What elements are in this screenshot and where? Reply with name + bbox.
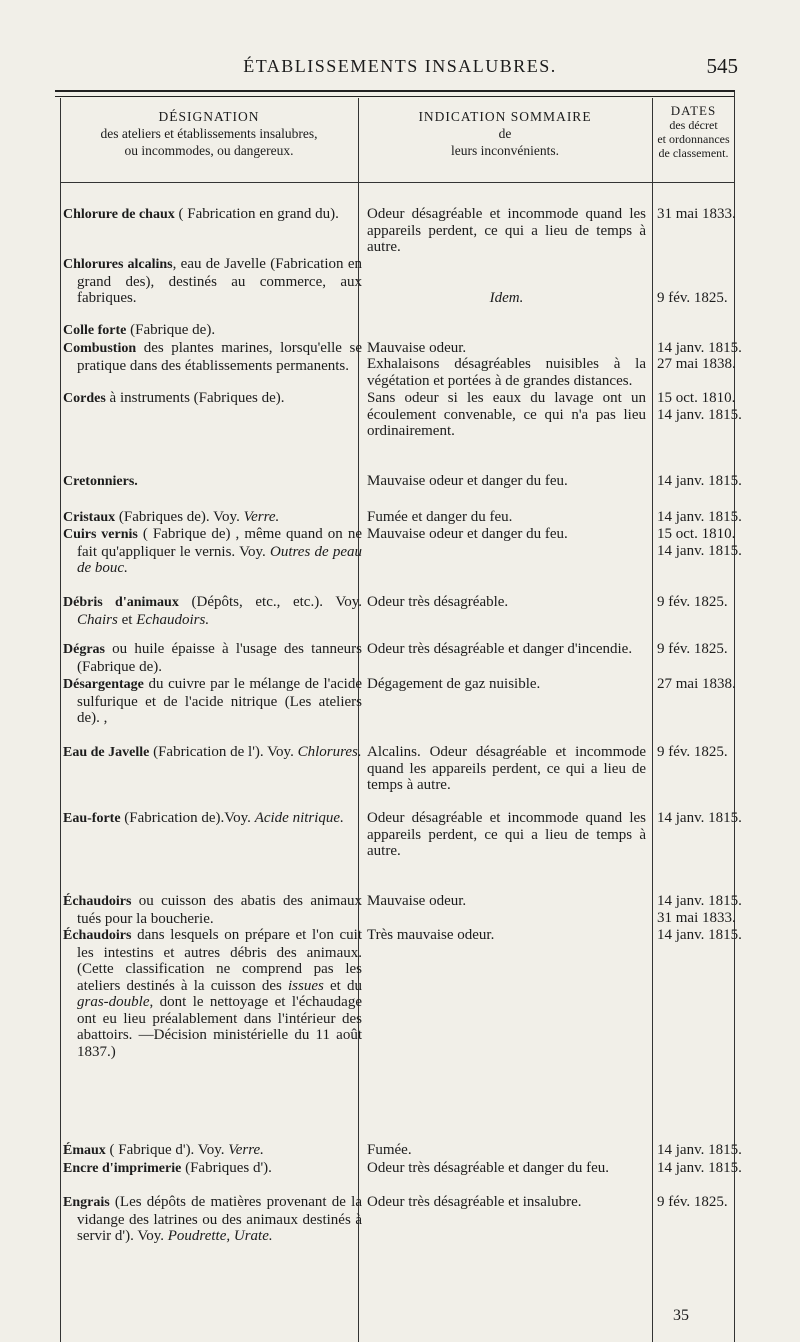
entry-heading: Cuirs vernis	[63, 527, 138, 542]
row-designation	[63, 390, 362, 408]
row-date: 9 fév. 1825.	[657, 290, 728, 306]
column-divider-2	[652, 98, 653, 1342]
cross-reference: Poudrette, Urate.	[167, 1228, 273, 1244]
row-designation	[63, 927, 362, 1060]
row-indication: Odeur très désagréable et danger d'incendie.	[367, 641, 633, 657]
cross-reference: Chairs	[77, 611, 118, 628]
row-designation	[63, 340, 362, 374]
header-col3-line2: des décret	[669, 118, 718, 132]
entry-heading: Chlorure de chaux	[63, 207, 175, 222]
entry-heading: Dégras	[63, 642, 105, 657]
entry-text: (Fabrique de).	[126, 322, 216, 338]
row-indication: Alcalins. Odeur désagréable et incommode quand les appareils perdent, ce qui a lieu de temps à autre.	[367, 744, 646, 793]
entry-heading: Encre d'imprimerie	[63, 1161, 182, 1176]
entry-text: (Dépôts, etc., etc.). Voy.	[178, 594, 363, 610]
running-head-title: ÉTABLISSEMENTS INSALUBRES.	[243, 56, 557, 76]
cross-reference: Verre.	[243, 509, 280, 525]
row-date: 9 fév. 1825.	[657, 1194, 728, 1210]
row-indication: Odeur très désagréable.	[367, 594, 509, 610]
entry-text: , dont le nettoyage et l'échaudage ont eu lieu préalablement dans l'intérieur des abattoirs. —Décision ministérielle du 11 août 1837.)	[77, 994, 362, 1060]
entry-text: ( Fabrication en grand du).	[174, 206, 339, 222]
row-date: 14 janv. 1815.	[657, 1142, 742, 1158]
row-designation	[63, 256, 362, 307]
entry-text: (Les dépôts de matières provenant de la vidange des latrines ou des animaux destinés à servir d'). Voy.	[77, 1194, 362, 1244]
entry-text: ou huile épaisse à l'usage des tanneurs (Fabrique de).	[77, 641, 362, 675]
row-designation	[63, 322, 362, 340]
entry-text: , eau de Javelle (Fabrication en grand des), destinés au commerce, aux fabriques.	[77, 256, 362, 306]
row-designation	[63, 676, 362, 727]
row-designation	[63, 473, 362, 491]
table-left-border	[60, 98, 61, 1342]
header-col1-line3: ou incommodes, ou dangereux.	[124, 143, 294, 158]
entry-text: des plantes marines, lorsqu'elle se pratique dans des établissements permanents.	[77, 340, 362, 374]
row-designation	[63, 1142, 362, 1160]
row-date: 15 oct. 1810.	[657, 390, 736, 406]
entry-heading: Eau-forte	[63, 811, 121, 826]
row-indication: Mauvaise odeur et danger du feu.	[367, 473, 568, 489]
table-top-rule	[55, 96, 735, 97]
entry-text: dans lesquels on prépare et l'on cuit les intestins et autres débris des animaux. (Cette classification ne comprend pas les ateliers destinés à la cuisson des	[77, 927, 362, 994]
row-indication: Odeur désagréable et incommode quand les appareils perdent, ce qui a lieu de temps à autre.	[367, 206, 646, 255]
row-date: 14 janv. 1815.	[657, 340, 742, 356]
row-date: 14 janv. 1815.	[657, 473, 742, 489]
row-designation	[63, 641, 362, 675]
row-indication: Fumée et danger du feu.	[367, 509, 513, 525]
row-indication: Idem.	[489, 290, 524, 306]
header-col3-line3: et ordonnances	[657, 132, 730, 146]
header-indication	[358, 108, 652, 159]
entry-heading: Combustion	[63, 341, 137, 356]
header-col2-line1: INDICATION SOMMAIRE	[418, 109, 592, 124]
entry-text: et du	[323, 977, 362, 994]
entry-text: ( Fabrique d'). Voy.	[105, 1142, 229, 1158]
row-indication: Fumée.	[367, 1142, 412, 1158]
entry-text: du cuivre par le mélange de l'acide sulfurique et de l'acide nitrique (Les ateliers de). ,	[77, 676, 362, 726]
row-designation	[63, 1160, 362, 1178]
row-indication: Sans odeur si les eaux du lavage ont un écoulement convenable, ce qui n'a pas lieu ordinairement.	[367, 390, 646, 439]
entry-heading: Émaux	[63, 1143, 106, 1158]
header-col1-line2: des ateliers et établissements insalubres,	[100, 126, 318, 141]
header-dates	[652, 104, 735, 160]
cross-reference: Echaudoirs.	[136, 611, 210, 628]
row-date: 14 janv. 1815.	[657, 927, 742, 943]
row-designation	[63, 509, 362, 527]
row-indication: Dégagement de gaz nuisible.	[367, 676, 541, 692]
header-col2-line3: leurs inconvénients.	[451, 143, 559, 158]
row-indication: Odeur très désagréable et danger du feu.	[367, 1160, 609, 1176]
cross-reference: Outres de peau de bouc.	[77, 543, 362, 576]
row-indication: Exhalaisons désagréables nuisibles à la végétation et portées à de grandes distances.	[367, 356, 646, 389]
entry-heading: Échaudoirs	[63, 928, 132, 943]
entry-heading: Cordes	[63, 391, 106, 406]
row-designation	[63, 744, 362, 762]
cross-reference: Chlorures.	[297, 744, 362, 760]
entry-text: ( Fabrique de) , même quand on ne fait qu'appliquer le vernis. Voy.	[77, 526, 362, 560]
entry-heading: Colle forte	[63, 323, 127, 338]
header-col2-line2: de	[498, 126, 512, 141]
entry-text: ou cuisson des abatis des animaux tués pour la boucherie.	[77, 893, 362, 927]
header-designation	[60, 108, 358, 159]
row-indication: Mauvaise odeur.	[367, 340, 467, 356]
row-date: 15 oct. 1810.	[657, 526, 736, 542]
cross-reference: Verre.	[228, 1142, 264, 1158]
row-indication: Mauvaise odeur et danger du feu.	[367, 526, 568, 542]
row-designation	[63, 1194, 362, 1245]
header-rule	[60, 182, 735, 183]
row-date: 31 mai 1833.	[657, 909, 736, 926]
row-date: 27 mai 1838.	[657, 676, 736, 692]
row-date: 9 fév. 1825.	[657, 744, 728, 760]
cross-reference: gras-double	[77, 994, 150, 1010]
row-date: 14 janv. 1815.	[657, 509, 742, 525]
row-date: 14 janv. 1815.	[657, 406, 742, 423]
header-col3-line1: DATES	[670, 103, 717, 118]
entry-text: (Fabriques d').	[181, 1160, 272, 1176]
row-designation	[63, 526, 362, 577]
row-date: 14 janv. 1815.	[657, 810, 742, 826]
entry-text: à instruments (Fabriques de).	[105, 390, 285, 406]
row-date: 31 mai 1833.	[657, 206, 736, 222]
row-designation	[63, 810, 362, 828]
row-date: 27 mai 1838.	[657, 356, 736, 372]
row-designation	[63, 893, 362, 927]
header-col1-line1: DÉSIGNATION	[158, 109, 260, 124]
row-date: 14 janv. 1815.	[657, 893, 742, 909]
running-head	[0, 54, 800, 84]
row-designation	[63, 206, 362, 224]
entry-heading: Engrais	[63, 1195, 110, 1210]
entry-heading: Eau de Javelle	[63, 745, 150, 760]
row-indication: Odeur désagréable et incommode quand les appareils perdent, ce qui a lieu de temps à autre.	[367, 810, 646, 859]
row-date: 9 fév. 1825.	[657, 594, 728, 610]
cross-reference: issues	[288, 977, 324, 994]
entry-heading: Débris d'animaux	[63, 595, 179, 610]
row-date: 9 fév. 1825.	[657, 641, 728, 657]
entry-text: (Fabrication de).Voy.	[120, 810, 255, 826]
cross-reference: Acide nitrique.	[254, 810, 344, 826]
page-number: 545	[706, 54, 738, 78]
entry-text: (Fabrication de l'). Voy.	[149, 744, 298, 760]
row-indication: Mauvaise odeur.	[367, 893, 467, 909]
entry-heading: Échaudoirs	[63, 894, 132, 909]
row-indication: Odeur très désagréable et insalubre.	[367, 1194, 582, 1210]
entry-heading: Cretonniers.	[63, 474, 138, 489]
entry-heading: Chlorures alcalins	[63, 257, 173, 272]
row-date: 14 janv. 1815.	[657, 542, 742, 559]
signature-number: 35	[673, 1307, 689, 1324]
row-date: 14 janv. 1815.	[657, 1160, 742, 1176]
entry-heading: Désargentage	[63, 677, 144, 692]
header-col3-line4: de classement.	[658, 146, 729, 160]
entry-text: (Fabriques de). Voy.	[115, 509, 244, 525]
row-designation	[63, 594, 362, 628]
entry-text: et	[117, 611, 137, 628]
row-indication: Très mauvaise odeur.	[367, 927, 495, 943]
entry-heading: Cristaux	[63, 510, 116, 525]
